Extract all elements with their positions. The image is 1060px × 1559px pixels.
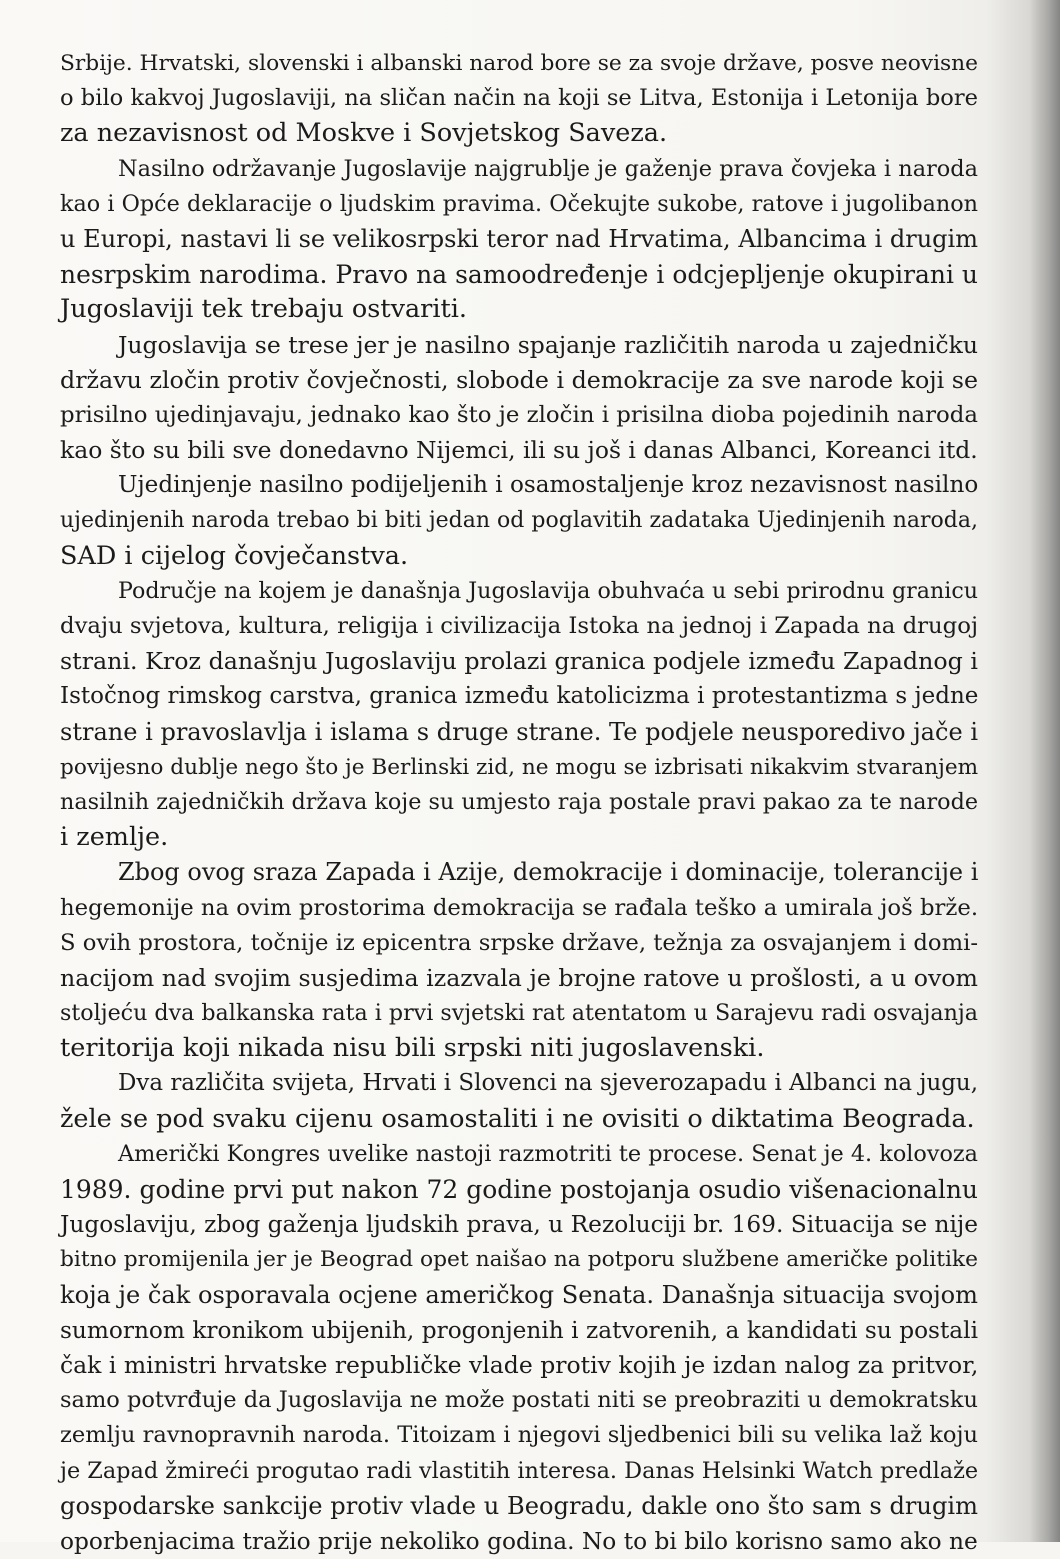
text-line: Područje na kojem je današnja Jugoslavija obuhvaća u sebi prirodnu granicu: [118, 577, 978, 604]
text-line: je Zapad žmireći progutao radi vlastitih interesa. Danas Helsinki Watch predlaže: [60, 1457, 979, 1484]
text-line: nacijom nad svojim susjedima izazvala je brojne ratove u prošlosti, a u ovom: [60, 963, 978, 992]
text-line: i zemlje.: [60, 822, 169, 853]
paragraph: [60, 468, 978, 574]
paragraph: [60, 574, 978, 856]
text-line: teritorija koji nikada nisu bili srpski niti jugoslavenski.: [60, 1033, 765, 1064]
text-line: dvaju svjetova, kultura, religija i civilizacija Istoka na jednoj i Zapada na drugoj: [60, 613, 978, 639]
text-line: 1989. godine prvi put nakon 72 godine postojanja osudio višenacionalnu: [60, 1175, 978, 1204]
paragraph: [60, 46, 978, 152]
text-line: kao i Opće deklaracije o ljudskim pravima. Očekujte sukobe, ratove i jugolibanon: [60, 190, 978, 217]
text-line: Zbog ovog sraza Zapada i Azije, demokracije i dominacije, tolerancije i: [118, 858, 979, 887]
text-line: Nasilno održavanje Jugoslavije najgrublje je gaženje prava čovjeka i naroda: [118, 155, 978, 182]
paragraph: [60, 1137, 978, 1559]
paragraph: [60, 855, 978, 1066]
text-line: o bilo kakvoj Jugoslaviji, na sličan način na koji se Litva, Estonija i Letonija bore: [60, 85, 978, 112]
text-line: hegemonije na ovim prostorima demokracija se rađala teško a umirala još brže.: [60, 894, 979, 921]
text-line: Dva različita svijeta, Hrvati i Slovenci na sjeverozapadu i Albanci na jugu,: [118, 1070, 978, 1097]
text-line: ujedinjenih naroda trebao bi biti jedan od poglavitih zadataka Ujedinjenih naroda,: [60, 508, 978, 534]
text-line: zemlju ravnopravnih naroda. Titoizam i njegovi sljedbenici bili su velika laž koju: [60, 1422, 978, 1449]
text-line: strane i pravoslavlja i islama s druge strane. Te podjele neusporedivo jače i: [60, 717, 978, 746]
text-line: S ovih prostora, točnije iz epicentra srpske države, težnja za osvajanjem i domi-: [60, 929, 978, 956]
text-line: gospodarske sankcije protiv vlade u Beogradu, dakle ono što sam s drugim: [60, 1491, 978, 1520]
text-line: sumornom kronikom ubijenih, progonjenih i zatvorenih, a kandidati su postali: [60, 1316, 978, 1344]
text-line: oporbenjacima tražio prije nekoliko godina. No to bi bilo korisno samo ako ne: [60, 1527, 978, 1555]
page-edge-shadow: [1030, 0, 1060, 1542]
text-line: nesrpskim narodima. Pravo na samoodređenje i odcjepljenje okupirani u: [60, 260, 978, 290]
text-line: prisilno ujedinjavaju, jednako kao što je zločin i prisilna dioba pojedinih naroda: [60, 401, 978, 428]
text-line: u Europi, nastavi li se velikosrpski teror nad Hrvatima, Albancima i drugim: [60, 224, 978, 253]
text-line: Američki Kongres uvelike nastoji razmotriti te procese. Senat je 4. kolovoza: [118, 1140, 978, 1167]
paragraph: [60, 328, 978, 469]
text-line: koja je čak osporavala ocjene američkog Senata. Današnja situacija svojom: [60, 1280, 979, 1309]
text-line: Jugoslaviju, zbog gaženja ljudskih prava, u Rezoluciji br. 169. Situacija se nije: [60, 1211, 978, 1239]
text-line: čak i ministri hrvatske republičke vlade protiv kojih je izdan nalog za pritvor,: [60, 1350, 979, 1379]
paragraph: [60, 152, 978, 328]
text-line: Jugoslaviji tek trebaju ostvariti.: [60, 294, 468, 325]
text-line: SAD i cijelog čovječanstva.: [60, 540, 409, 571]
text-line: strani. Kroz današnju Jugoslaviju prolazi granica podjele između Zapadnog i: [60, 647, 978, 676]
text-line: samo potvrđuje da Jugoslavija ne može postati niti se preobraziti u demokratsku: [60, 1387, 978, 1414]
text-line: državu zločin protiv čovječnosti, slobode i demokracije za sve narode koji se: [60, 365, 978, 394]
body-text: [60, 46, 978, 1559]
text-line: žele se pod svaku cijenu osamostaliti i ne ovisiti o diktatima Beograda.: [60, 1103, 975, 1134]
text-line: za nezavisnost od Moskve i Sovjetskog Saveza.: [60, 118, 668, 149]
text-line: Istočnog rimskog carstva, granica između katolicizma i protestantizma s jedne: [60, 683, 979, 710]
text-line: stoljeću dva balkanska rata i prvi svjetski rat atentatom u Sarajevu radi osvajanja: [60, 1000, 978, 1027]
text-line: Ujedinjenje nasilno podijeljenih i osamostaljenje kroz nezavisnost nasilno: [118, 472, 979, 499]
text-line: Srbije. Hrvatski, slovenski i albanski narod bore se za svoje države, posve neovisne: [60, 51, 979, 76]
text-line: kao što su bili sve donedavno Nijemci, ili su još i danas Albanci, Koreanci itd.: [60, 436, 978, 465]
text-line: nasilnih zajedničkih država koje su umjesto raja postale pravi pakao za te narode: [60, 788, 978, 815]
text-line: povijesno dublje nego što je Berlinski zid, ne mogu se izbrisati nikakvim stvaranjem: [60, 754, 979, 780]
text-line: Jugoslavija se trese jer je nasilno spajanje različitih naroda u zajedničku: [118, 330, 978, 359]
text-line: bitno promijenila jer je Beograd opet naišao na potporu službene američke politike: [60, 1247, 978, 1273]
paragraph: [60, 1066, 978, 1136]
